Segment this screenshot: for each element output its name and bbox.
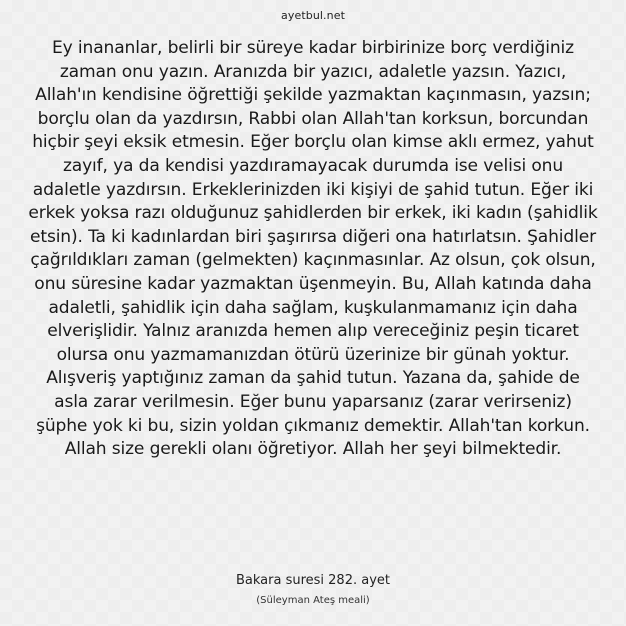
translator-credit: (Süleyman Ateş meali) xyxy=(256,595,370,606)
verse-text: Ey inananlar, belirli bir süreye kadar birbirinize borç verdiğiniz zaman onu yazın. Aranızda bir yazıcı, adaletle yazsın. Yazıcı, Allah'ın kendisine öğrettiği şekilde yazmaktan kaçınmasın, yazsın; borçlu olan da yazdırsın, Rabbi olan Allah'tan korksun, borcundan hiçbir şeyi eksik etmesin. Eğer borçlu olan kimse aklı ermez, yahut zayıf, ya da kendisi yazdıramayacak durumda ise velisi onu adaletle yazdırsın. Erkeklerinizden iki kişiyi de şahid tutun. Eğer iki erkek yoksa razı olduğunuz şahidlerden bir erkek, iki kadın (şahidlik etsin). Ta ki kadınlardan biri şaşırırsa diğeri ona hatırlatsın. Şahidler çağrıldıkları zaman (gelmekten) kaçınmasınlar. Az olsun, çok olsun, onu süresine kadar yazmaktan üşenmeyin. Bu, Allah katında daha adaletli, şahidlik için daha sağlam, kuşkulanmamanız için daha elverişlidir. Yalnız aranızda hemen alıp vereceğiniz peşin ticaret olursa onu yazmamanızdan ötürü üzerinize bir günah yoktur. Alışveriş yaptığınız zaman da şahid tutun. Yazana da, şahide de asla zarar verilmesin. Eğer bunu yaparsanız (zarar verirseniz) şüphe yok ki bu, sizin yoldan çıkmanız demektir. Allah'tan korkun. Allah size gerekli olanı öğretiyor. Allah her şeyi bilmektedir. xyxy=(28,38,598,460)
site-watermark: ayetbul.net xyxy=(281,9,345,22)
verse-reference: Bakara suresi 282. ayet xyxy=(235,573,390,588)
